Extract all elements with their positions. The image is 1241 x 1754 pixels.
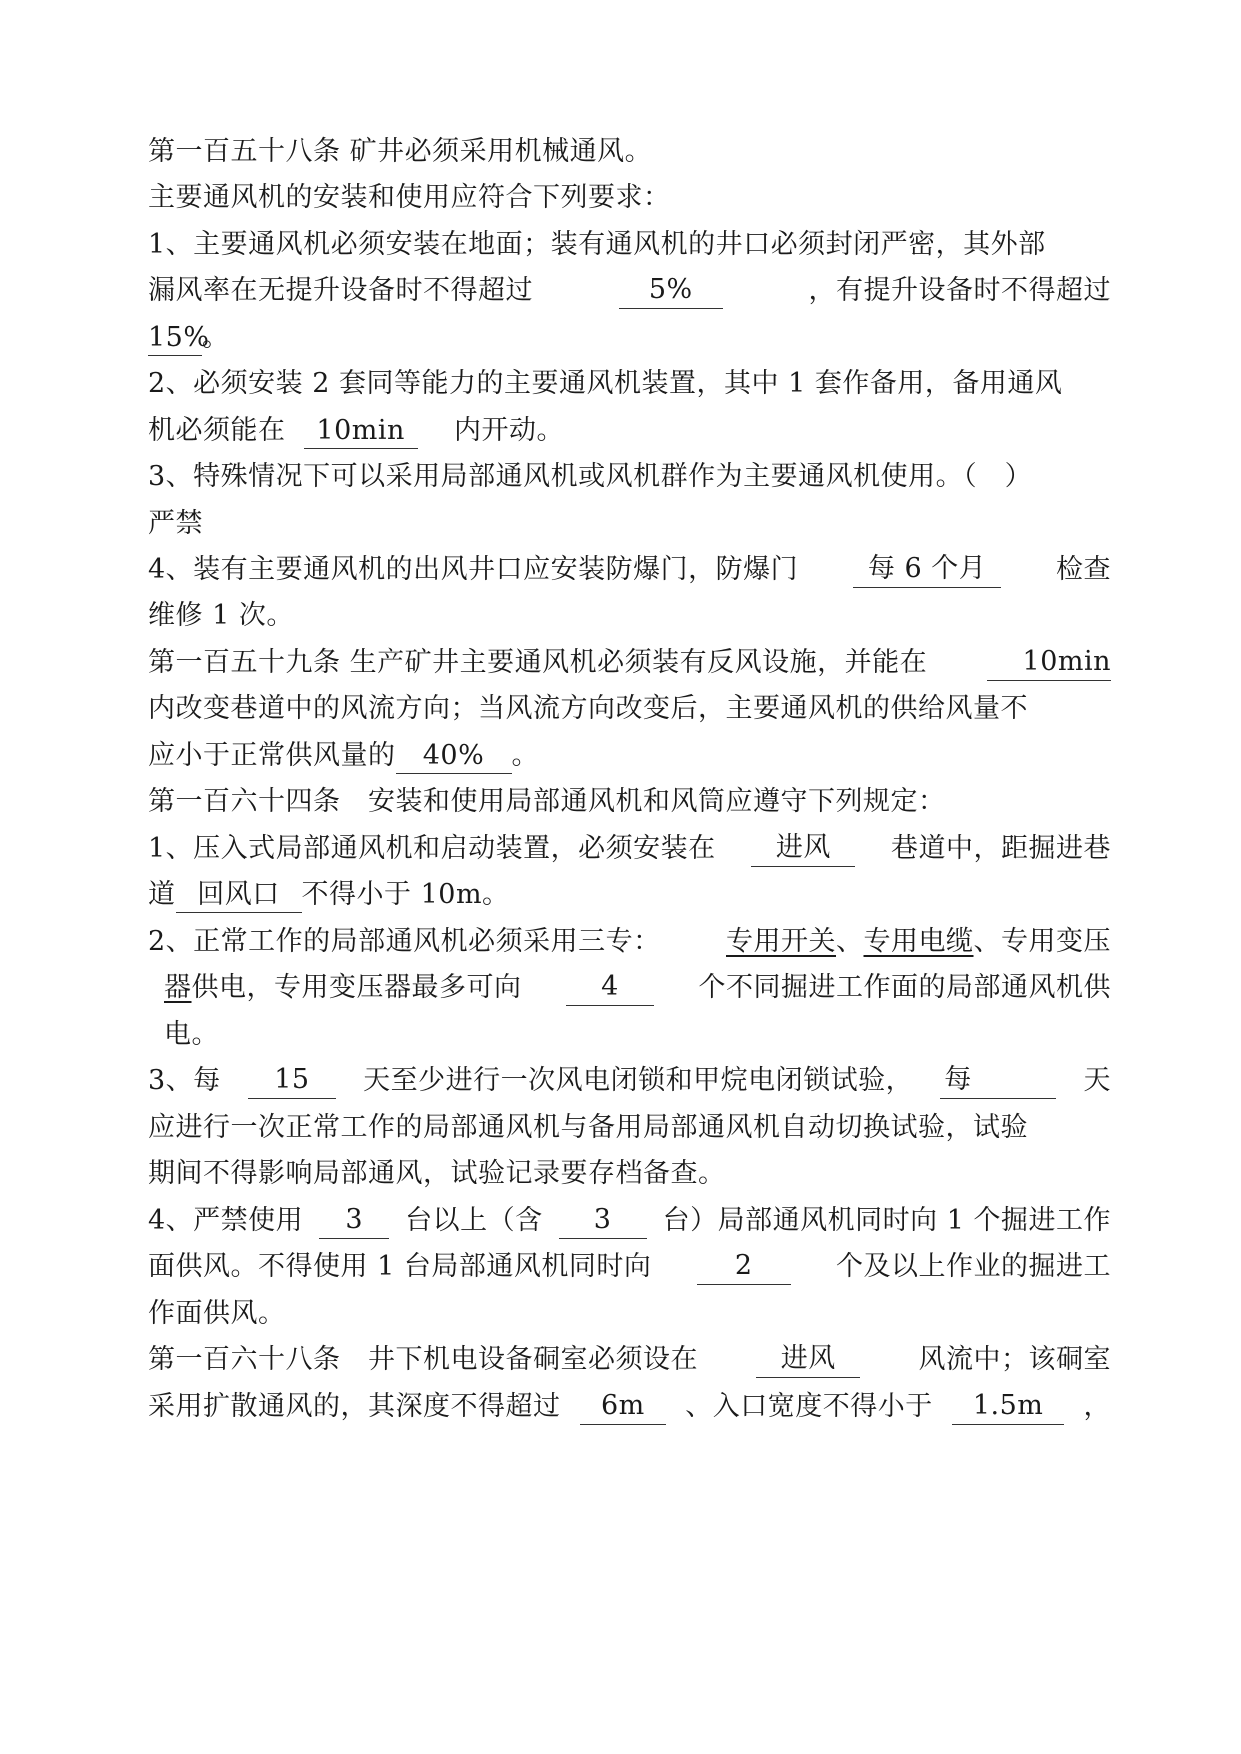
text: 电。 [164,1019,219,1050]
text: 巷道中，距掘进巷 [891,833,1111,864]
article-159-line-2 [148,691,1111,727]
text: 4、装有主要通风机的出风井口应安装防爆门，防爆门 [148,554,799,585]
article-168-line-1 [148,1342,1111,1378]
text: 台以上（含 [405,1205,543,1236]
text: 个不同掘进工作面的局部通风机供 [698,972,1111,1003]
text: 期间不得影响局部通风，试验记录要存档备查。 [148,1158,726,1189]
article-158-item-1-line-2 [148,273,1111,309]
article-164-item-1-line-2 [148,877,1111,913]
article-158-item-4-line-1 [148,552,1111,588]
article-164-item-2-line-2 [164,970,1111,1006]
text: 天至少进行一次风电闭锁和甲烷电闭锁试验， [363,1065,914,1096]
article-158-item-1-line-1 [148,227,1111,263]
article-159-line-3 [148,738,1111,774]
text: 4、严禁使用 [148,1205,304,1236]
answer-blank: 4 [566,970,654,1006]
text: 主要通风机的安装和使用应符合下列要求： [148,182,671,213]
text: 机必须能在 [148,415,286,446]
answer-blank: 6m [580,1389,666,1425]
article-158-item-4-line-2 [148,598,1111,634]
text: 供电，专用变压器最多可向 [191,972,522,1003]
text: 道 [148,879,176,910]
text: 个及以上作业的掘进工 [836,1251,1111,1282]
text: 。 [511,740,539,771]
text: 检查 [1056,554,1111,585]
answer-blank: 进风 [751,831,855,867]
answer-blank: 1.5m [952,1389,1064,1425]
text: 应进行一次正常工作的局部通风机与备用局部通风机自动切换试验，试验 [148,1112,1028,1143]
article-158-item-2-line-1 [148,366,1111,402]
answer-blank: 10min [987,645,1111,681]
article-159-line-1 [148,645,1111,681]
article-164-item-3-line-3 [148,1156,1111,1192]
article-164-item-1-line-1 [148,831,1111,867]
text: 、入口宽度不得小于 [685,1391,933,1422]
text: 。 [202,322,230,353]
text: 采用扩散通风的，其深度不得超过 [148,1391,561,1422]
text: 面供风。不得使用 1 台局部通风机同时向 [148,1251,652,1282]
article-158-item-1-line-3 [148,320,1111,356]
text: 3、特殊情况下可以采用局部通风机或风机群作为主要通风机使用。（ ） [148,461,1033,492]
article-158-item-2-line-2 [148,413,1111,449]
article-164-item-3-line-1 [148,1063,1111,1099]
article-164-item-3-line-2 [148,1110,1111,1146]
text: 风流中；该硐室 [918,1344,1111,1375]
article-164-item-4-line-3 [148,1296,1111,1332]
article-164-item-4-line-1 [148,1203,1111,1239]
text: 第一百五十九条 生产矿井主要通风机必须装有反风设施，并能在 [148,647,928,678]
text: 作面供风。 [148,1298,286,1329]
text: 内开动。 [454,415,565,446]
answer-underlined: 专用开关 [726,926,836,957]
text: 1、压入式局部通风机和启动装置，必须安装在 [148,833,716,864]
article-168-line-2 [148,1389,1111,1425]
article-164-item-4-line-2 [148,1249,1111,1285]
answer-underlined: 专用电缆 [863,926,974,957]
text: 第一百六十四条 安装和使用局部通风机和风筒应遵守下列规定： [148,786,946,817]
text: 、 [836,926,864,957]
text: 2、必须安装 2 套同等能力的主要通风机装置，其中 1 套作备用，备用通风 [148,368,1063,399]
article-158-item-3-answer [148,506,1111,542]
text: 维修 1 次。 [148,600,294,631]
text: 不得小于 10m。 [301,879,510,910]
article-164-item-2-line-3 [164,1017,1111,1053]
answer-blank: 每 6 个月 [853,552,1001,588]
text: 1、主要通风机必须安装在地面；装有通风机的井口必须封闭严密，其外部 [148,229,1046,260]
text: 严禁 [148,508,203,539]
answer-blank: 15 [248,1063,336,1099]
answer-blank: 2 [697,1249,791,1285]
text: 3、每 [148,1065,221,1096]
answer-underlined: 器 [164,972,192,1003]
text: 天 [1083,1065,1111,1096]
text: ，有提升设备时不得超过 [808,275,1111,306]
text: 2、正常工作的局部通风机必须采用三专： [148,926,661,957]
text: 第一百五十八条 矿井必须采用机械通风。 [148,136,653,167]
text: ， [1083,1391,1111,1422]
article-164-item-2-line-1 [148,924,1111,960]
answer-blank: 3 [319,1203,389,1239]
answer-blank: 3 [559,1203,647,1239]
answer-blank: 5% [619,273,723,309]
answer-blank: 40% [396,739,512,774]
text: 第一百六十八条 井下机电设备硐室必须设在 [148,1344,698,1375]
text: 台）局部通风机同时向 1 个掘进工作 [662,1205,1111,1236]
text: 内改变巷道中的风流方向；当风流方向改变后，主要通风机的供给风量不 [148,693,1028,724]
answer-blank: 10min [304,414,418,449]
text: 漏风率在无提升设备时不得超过 [148,275,533,306]
text: 应小于正常供风量的 [148,740,396,771]
article-158-item-3-line-1 [148,459,1111,495]
article-158-intro [148,180,1111,216]
answer-blank: 每 [940,1063,1056,1099]
answer-blank: 15% [148,321,202,356]
article-164-heading [148,784,1111,820]
text: 、专用变压 [973,926,1111,957]
answer-blank: 进风 [756,1342,860,1378]
answer-blank: 回风口 [176,878,302,913]
article-158-heading [148,134,1111,170]
